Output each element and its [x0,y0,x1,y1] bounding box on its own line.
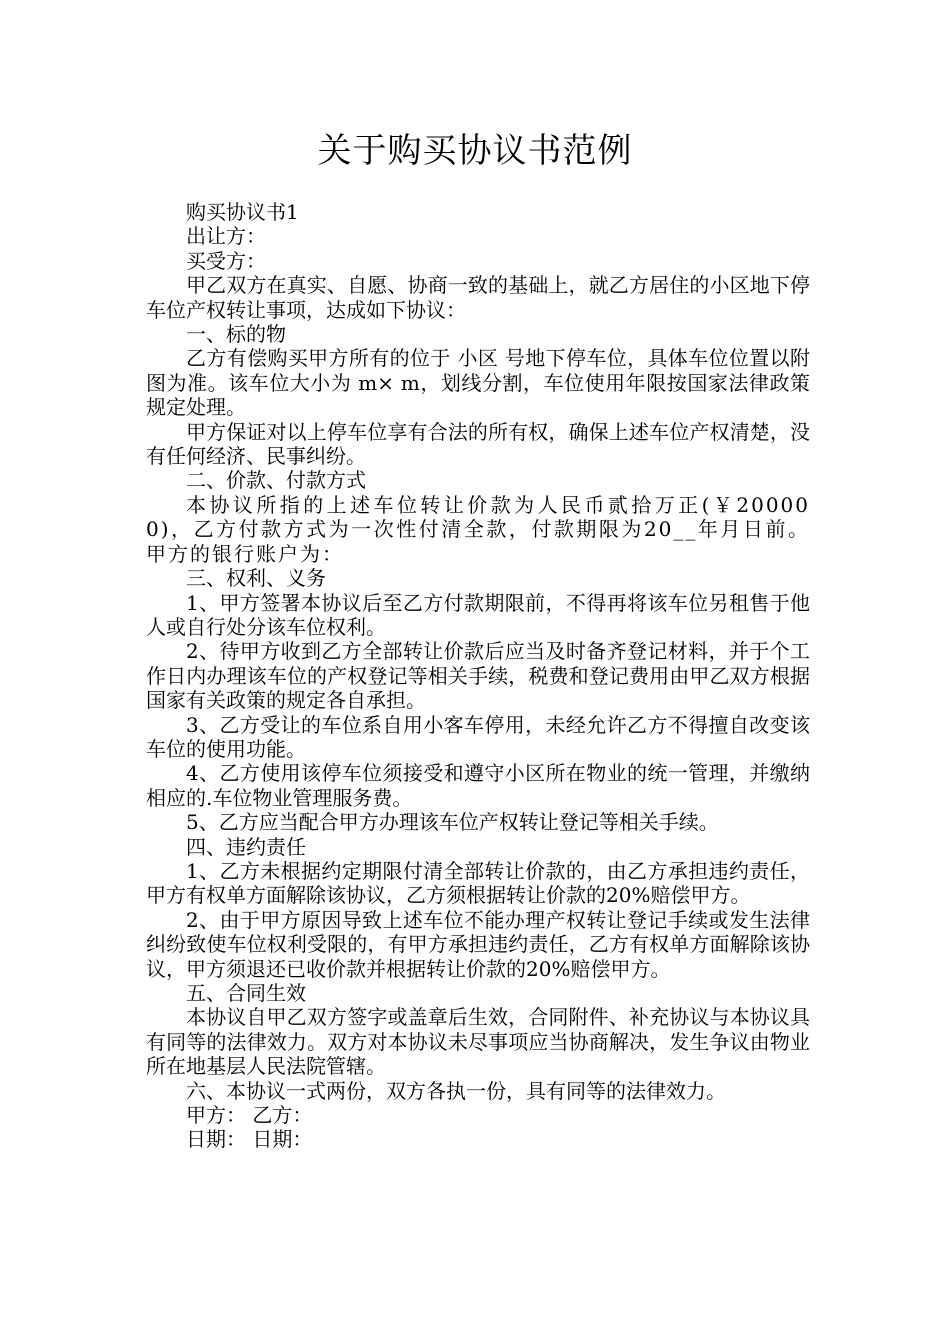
section-heading-price: 二、价款、付款方式 [186,468,366,493]
date-line: 日期： 日期： [186,1127,313,1152]
document-title: 关于购买协议书范例 [317,131,633,171]
rights-clause-3: 3、乙方受让的车位系自用小客车停用，未经允许乙方不得擅自改变该车位的使用功能。 [146,712,810,761]
ownership-guarantee-paragraph: 甲方保证对以上停车位享有合法的所有权，确保上述车位产权清楚，没有任何经济、民事纠纷。 [146,419,810,469]
transferor-line: 出让方： [186,224,266,249]
copies-paragraph: 六、本协议一式两份，双方各执一份，具有同等的法律效力。 [186,1078,726,1103]
section-heading-liability: 四、违约责任 [186,834,306,859]
buyer-line: 买受方： [186,248,266,273]
section-heading-effect: 五、合同生效 [186,981,306,1005]
rights-clause-4: 4、乙方使用该停车位须接受和遵守小区所在物业的统一管理，并缴纳相应的.车位物业管理服务费。 [146,761,810,810]
liability-clause-1: 1、乙方未根据约定期限付清全部转让价款的，由乙方承担违约责任，甲方有权单方面解除该协议，乙方须根据转让价款的20%赔偿甲方。 [146,858,810,908]
subject-paragraph: 乙方有偿购买甲方所有的位于 小区 号地下停车位，具体车位位置以附图为准。该车位大小为 m× m，划线分割，车位使用年限按国家法律政策规定处理。 [146,346,810,420]
section-heading-subject: 一、标的物 [186,322,286,347]
price-paragraph: 本协议所指的上述车位转让价款为人民币贰拾万正(￥200000)，乙方付款方式为一次性付清全款，付款期限为20__年月日前。甲方的银行账户为： [146,492,810,566]
section-heading-rights: 三、权利、义务 [186,566,326,591]
rights-clause-5: 5、乙方应当配合甲方办理该车位产权转让登记等相关手续。 [186,810,719,835]
effect-paragraph: 本协议自甲乙双方签字或盖章后生效，合同附件、补充协议与本协议具有同等的法律效力。双方对本协议未尽事项应当协商解决，发生争议由物业所在地基层人民法院管辖。 [146,1005,810,1079]
document-body [146,200,810,1152]
rights-clause-2: 2、待甲方收到乙方全部转让价款后应当及时备齐登记材料，并于个工作日内办理该车位的产权登记等相关手续，税费和登记费用由甲乙双方根据国家有关政策的规定各自承担。 [146,639,810,713]
preamble-paragraph: 甲乙双方在真实、自愿、协商一致的基础上，就乙方居住的小区地下停车位产权转让事项，达成如下协议： [146,273,810,322]
liability-clause-2: 2、由于甲方原因导致上述车位不能办理产权转让登记手续或发生法律纠纷致使车位权利受限的，有甲方承担违约责任，乙方有权单方面解除该协议，甲方须退还已收价款并根据转让价款的20%赔偿甲方。 [146,907,810,981]
rights-clause-1: 1、甲方签署本协议后至乙方付款期限前，不得再将该车位另租售于他人或自行处分该车位权利。 [146,590,810,639]
agreement-heading: 购买协议书1 [186,200,299,224]
signature-line: 甲方： 乙方： [186,1103,313,1128]
